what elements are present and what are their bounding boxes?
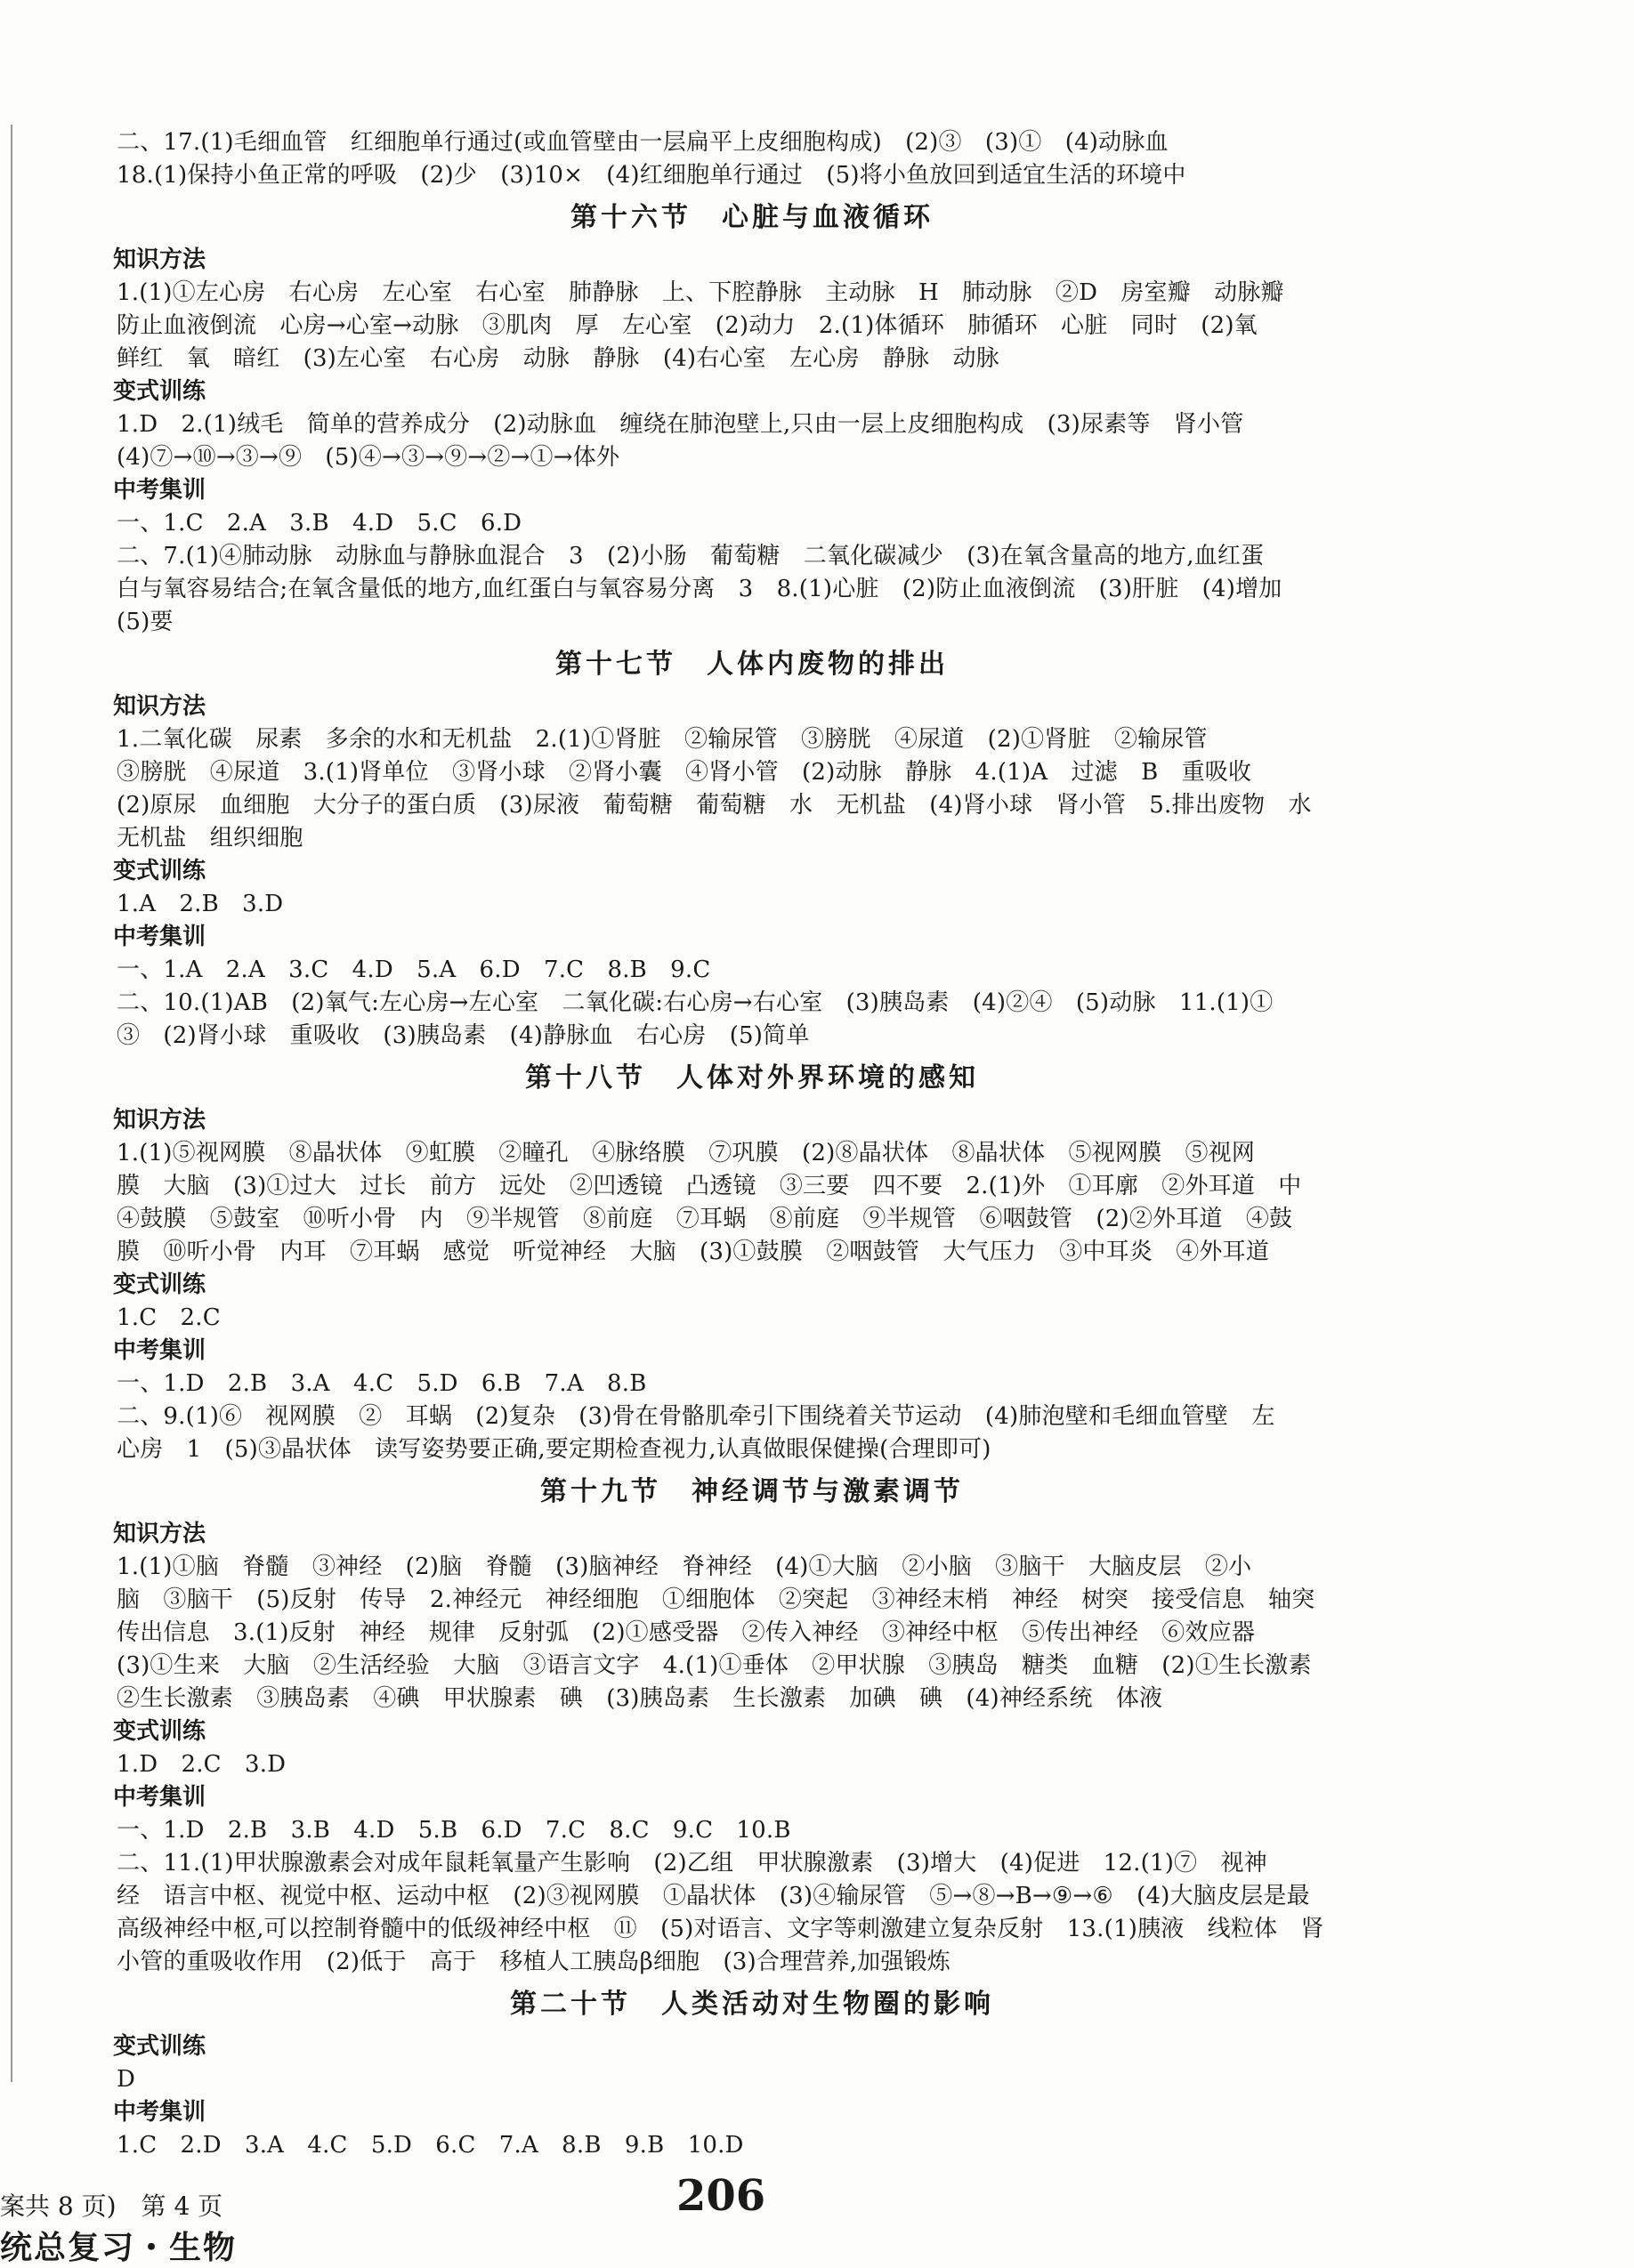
- subsection-heading: 变式训练: [113, 858, 206, 884]
- answer-line: 二、9.(1)⑥ 视网膜 ② 耳蜗 (2)复杂 (3)骨在骨骼肌牵引下围绕着关节运动 (4)肺泡壁和毛细血管壁 左: [117, 1403, 1275, 1430]
- section: [102, 639, 1402, 1053]
- section-title: 第十八节 人体对外界环境的感知: [525, 1062, 979, 1094]
- subsection-heading: 中考集训: [113, 1337, 206, 1364]
- answer-line: 1.D 2.C 3.D: [117, 1751, 287, 1778]
- answer-page: [102, 126, 1402, 2162]
- page-footer: [0, 2171, 1634, 2266]
- answer-line: 一、1.A 2.A 3.C 4.D 5.A 6.D 7.C 8.B 9.C: [117, 956, 711, 983]
- section: [102, 192, 1402, 639]
- subsection-heading: 中考集训: [113, 1784, 206, 1811]
- answer-line: 经 语言中枢、视觉中枢、运动中枢 (2)③视网膜 ①晶状体 (3)④输尿管 ⑤→⑧→B→⑨→⑥ (4)大脑皮层是最: [117, 1883, 1310, 1909]
- section-title: 第十七节 人体内废物的排出: [555, 649, 949, 680]
- answer-line: D: [117, 2066, 136, 2093]
- answer-line: 1.D 2.(1)绒毛 简单的营养成分 (2)动脉血 缠绕在肺泡壁上,只由一层上皮细胞构成 (3)尿素等 肾小管: [117, 411, 1244, 438]
- answer-line: 1.C 2.C: [117, 1304, 221, 1331]
- section-title: 第十六节 心脏与血液循环: [570, 202, 934, 233]
- answer-line: 二、7.(1)④肺动脉 动脉血与静脉血混合 3 (2)小肠 葡萄糖 二氧化碳减少 (3)在氧含量高的地方,血红蛋: [117, 543, 1265, 569]
- answer-line: 二、11.(1)甲状腺激素会对成年鼠耗氧量产生影响 (2)乙组 甲状腺激素 (3)增大 (4)促进 12.(1)⑦ 视神: [117, 1850, 1267, 1877]
- answer-line: 心房 1 (5)③晶状体 读写姿势要正确,要定期检查视力,认真做眼保健操(合理即可): [117, 1436, 991, 1463]
- subsection-heading: 变式训练: [113, 1271, 206, 1298]
- subsection-heading: 中考集训: [113, 477, 206, 504]
- answer-line: 18.(1)保持小鱼正常的呼吸 (2)少 (3)10× (4)红细胞单行通过 (5)将小鱼放回到适宜生活的环境中: [117, 162, 1186, 189]
- answer-line: ④鼓膜 ⑤鼓室 ⑩听小骨 内 ⑨半规管 ⑧前庭 ⑦耳蜗 ⑧前庭 ⑨半规管 ⑥咽鼓管 (2)②外耳道 ④鼓: [117, 1206, 1293, 1232]
- subsection-heading: 知识方法: [113, 693, 206, 720]
- answer-line: 二、17.(1)毛细血管 红细胞单行通过(或血管壁由一层扁平上皮细胞构成) (2)③ (3)① (4)动脉血: [117, 129, 1169, 156]
- answer-line: 鲜红 氧 暗红 (3)左心室 右心房 动脉 静脉 (4)右心室 左心房 静脉 动脉: [117, 345, 999, 372]
- answer-line: (4)⑦→⑩→③→⑨ (5)④→③→⑨→②→①→体外: [117, 444, 620, 471]
- answer-line: 传出信息 3.(1)反射 神经 规律 反射弧 (2)①感受器 ②传入神经 ③神经中枢 ⑤传出神经 ⑥效应器: [117, 1619, 1256, 1646]
- margin-rule: [11, 125, 12, 2082]
- answer-line: 防止血液倒流 心房→心室→动脉 ③肌肉 厚 左心室 (2)动力 2.(1)体循环 肺循环 心脏 同时 (2)氧: [117, 312, 1258, 339]
- answer-line: 一、1.C 2.A 3.B 4.D 5.C 6.D: [117, 510, 522, 537]
- subsection-heading: 中考集训: [113, 924, 206, 950]
- page-number: 206: [676, 2171, 766, 2221]
- answer-line: (2)原尿 血细胞 大分子的蛋白质 (3)尿液 葡萄糖 葡萄糖 水 无机盐 (4)肾小球 肾小管 5.排出废物 水: [117, 792, 1312, 819]
- answer-line: (5)要: [117, 609, 174, 635]
- footer-page-info: 案共 8 页) 第 4 页: [0, 2191, 223, 2221]
- answer-line: 1.(1)①脑 脊髓 ③神经 (2)脑 脊髓 (3)脑神经 脊神经 (4)①大脑 ②小脑 ③脑干 大脑皮层 ②小: [117, 1554, 1252, 1580]
- subsection-heading: 变式训练: [113, 378, 206, 405]
- answer-line: 膜 ⑩听小骨 内耳 ⑦耳蜗 感觉 听觉神经 大脑 (3)①鼓膜 ②咽鼓管 大气压力 ③中耳炎 ④外耳道: [117, 1239, 1270, 1265]
- answer-line: 膜 大脑 (3)①过大 过长 前方 远处 ②凹透镜 凸透镜 ③三要 四不要 2.(1)外 ①耳廓 ②外耳道 中: [117, 1173, 1302, 1199]
- answer-line: 无机盐 组织细胞: [117, 825, 303, 852]
- answer-line: 一、1.D 2.B 3.A 4.C 5.D 6.B 7.A 8.B: [117, 1370, 647, 1397]
- section: [102, 1979, 1402, 2162]
- subsection-heading: 变式训练: [113, 1718, 206, 1745]
- answer-line: 1.(1)⑤视网膜 ⑧晶状体 ⑨虹膜 ②瞳孔 ④脉络膜 ⑦巩膜 (2)⑧晶状体 ⑧晶状体 ⑤视网膜 ⑤视网: [117, 1140, 1256, 1166]
- subsection-heading: 知识方法: [113, 1521, 206, 1547]
- answer-line: 1.(1)①左心房 右心房 左心室 右心室 肺静脉 上、下腔静脉 主动脉 H 肺动脉 ②D 房室瓣 动脉瓣: [117, 279, 1284, 306]
- answer-line: 1.C 2.D 3.A 4.C 5.D 6.C 7.A 8.B 9.B 10.D: [117, 2132, 744, 2159]
- answer-line: 1.A 2.B 3.D: [117, 891, 284, 917]
- section: [102, 1466, 1402, 1979]
- answer-line: ③膀胱 ④尿道 3.(1)肾单位 ③肾小球 ②肾小囊 ④肾小管 (2)动脉 静脉 4.(1)A 过滤 B 重吸收: [117, 759, 1252, 786]
- section: [102, 126, 1402, 192]
- answer-line: 高级神经中枢,可以控制脊髓中的低级神经中枢 ⑪ (5)对语言、文字等刺激建立复杂反射 13.(1)胰液 线粒体 肾: [117, 1916, 1324, 1942]
- answer-line: 小管的重吸收作用 (2)低于 高于 移植人工胰岛β细胞 (3)合理营养,加强锻炼: [117, 1949, 950, 1975]
- answer-line: 二、10.(1)AB (2)氧气:左心房→左心室 二氧化碳:右心房→右心室 (3)胰岛素 (4)②④ (5)动脉 11.(1)①: [117, 989, 1274, 1016]
- subsection-heading: 变式训练: [113, 2033, 206, 2060]
- section: [102, 1053, 1402, 1466]
- answer-line: 1.二氧化碳 尿素 多余的水和无机盐 2.(1)①肾脏 ②输尿管 ③膀胱 ④尿道 (2)①肾脏 ②输尿管: [117, 726, 1208, 753]
- section-title: 第二十节 人类活动对生物圈的影响: [510, 1989, 994, 2020]
- answer-line: ②生长激素 ③胰岛素 ④碘 甲状腺素 碘 (3)胰岛素 生长激素 加碘 碘 (4)神经系统 体液: [117, 1685, 1163, 1712]
- subsection-heading: 知识方法: [113, 1107, 206, 1134]
- answer-line: 白与氧容易结合;在氧含量低的地方,血红蛋白与氧容易分离 3 8.(1)心脏 (2)防止血液倒流 (3)肝脏 (4)增加: [117, 576, 1282, 602]
- subsection-heading: 中考集训: [113, 2099, 206, 2126]
- footer-book-title: 统总复习・生物: [0, 2230, 238, 2266]
- answer-line: ③ (2)肾小球 重吸收 (3)胰岛素 (4)静脉血 右心房 (5)简单: [117, 1022, 810, 1049]
- subsection-heading: 知识方法: [113, 246, 206, 273]
- answer-line: 一、1.D 2.B 3.B 4.D 5.B 6.D 7.C 8.C 9.C 10.B: [117, 1817, 791, 1844]
- answer-line: (3)①生来 大脑 ②生活经验 大脑 ③语言文字 4.(1)①垂体 ②甲状腺 ③胰岛 糖类 血糖 (2)①生长激素: [117, 1652, 1312, 1679]
- answer-line: 脑 ③脑干 (5)反射 传导 2.神经元 神经细胞 ①细胞体 ②突起 ③神经末梢 神经 树突 接受信息 轴突: [117, 1586, 1315, 1613]
- section-title: 第十九节 神经调节与激素调节: [540, 1476, 964, 1507]
